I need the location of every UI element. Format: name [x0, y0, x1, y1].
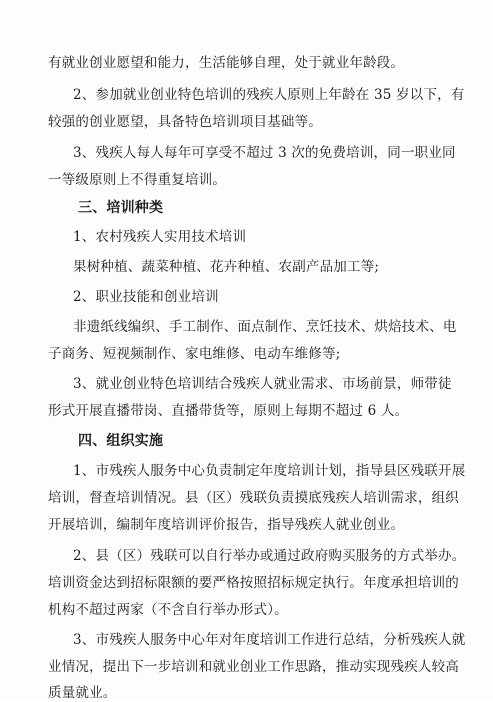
paragraph-line: 果树种植、蔬菜种植、花卉种植、农副产品加工等; [73, 259, 380, 275]
paragraph-line: 3、残疾人每人每年可享受不超过 3 次的免费培训，同一职业同 [73, 145, 456, 161]
list-item: 3、市残疾人服务中心年对年度培训工作进行总结，分析残疾人就 [73, 632, 466, 648]
paragraph-line: 培训，督查培训情况。县（区）残联负责摸底残疾人培训需求，组织 [48, 490, 459, 506]
paragraph-line: 形式开展直播带岗、直播带货等，原则上每期不超过 6 人。 [48, 403, 409, 419]
paragraph-line: 一等级原则上不得重复培训。 [48, 172, 227, 188]
paragraph-line: 较强的创业愿望，具备特色培训项目基础等。 [48, 114, 322, 130]
section-heading: 三、培训种类 [78, 200, 164, 216]
paragraph-line: 机构不超过两家（不含自行举办形式）。 [48, 602, 288, 618]
list-item: 2、职业技能和创业培训 [73, 289, 219, 305]
paragraph-line: 质量就业。 [48, 685, 117, 701]
section-heading: 四、组织实施 [78, 433, 164, 449]
list-item: 3、就业创业特色培训结合残疾人就业需求、市场前景，师带徒 [73, 376, 452, 392]
list-item: 2、县（区）残联可以自行举办或通过政府购买服务的方式举办。 [73, 548, 466, 564]
paragraph-line: 业情况，提出下一步培训和就业创业工作思路，推动实现残疾人较高 [48, 659, 459, 675]
paragraph-line: 有就业创业愿望和能力，生活能够自理，处于就业年龄段。 [48, 55, 405, 71]
list-item: 1、市残疾人服务中心负责制定年度培训计划，指导县区残联开展 [73, 463, 466, 479]
paragraph-line: 培训资金达到招标限额的要严格按照招标规定执行。年度承担培训的 [48, 575, 459, 591]
paragraph-line: 开展培训，编制年度培训评价报告，指导残疾人就业创业。 [48, 517, 405, 533]
list-item: 1、农村残疾人实用技术培训 [73, 229, 247, 245]
paragraph-line: 非遗纸线编织、手工制作、面点制作、烹饪技术、烘焙技术、电 [73, 319, 457, 335]
paragraph-line: 子商务、短视频制作、家电维修、电动车维修等; [48, 346, 341, 362]
paragraph-line: 2、参加就业创业特色培训的残疾人原则上年龄在 35 岁以下，有 [73, 87, 465, 103]
